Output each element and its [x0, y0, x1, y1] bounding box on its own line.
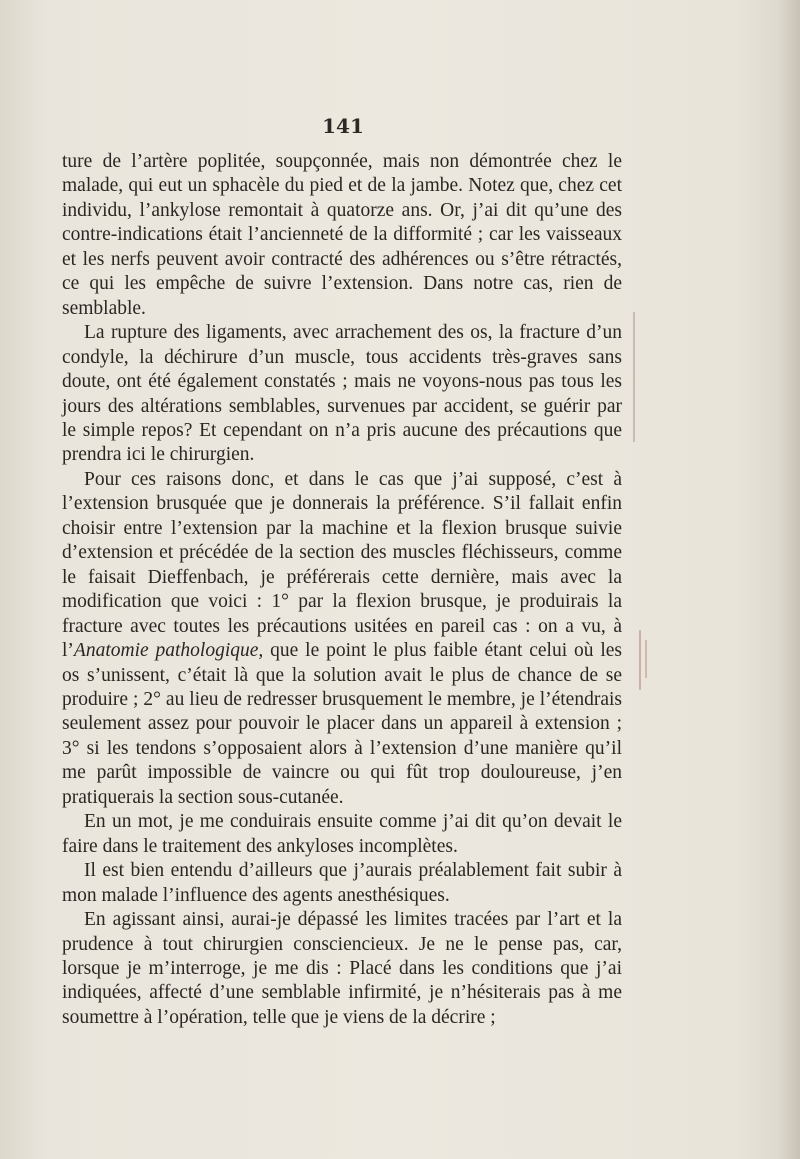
paragraph: [62, 468, 622, 810]
margin-pencil-mark: [645, 640, 647, 678]
paragraph: Il est bien entendu d’ailleurs que j’aurais préalablement fait subir à mon malade l’influence des agents anesthésiques.: [62, 860, 622, 906]
paragraph: La rupture des ligaments, avec arrachement des os, la fracture d’un condyle, la déchirure d’un muscle, tous accidents très-graves sans doute, ont été également constatés ; mais ne voyons-nous pas tous les jours des altérations semblables, survenues par accident, se guérir par le simple repos? Et cependant on n’a pris aucune des précautions que prendra ici le chirurgien.: [62, 322, 622, 466]
page-number: 141: [322, 114, 364, 138]
paragraph-text: Pour ces raisons donc, et dans le cas que j’ai supposé, c’est à l’extension brusquée que je donnerais la préférence. S’il fallait enfin choisir entre l’extension par la machine et la flexion brusque suivie d’extension et précédée de la section des muscles fléchisseurs, comme le faisait Dieffenbach, je préférerais cette dernière, mais avec la modification que voici : 1° par la flexion brusque, je produirais la fracture avec toutes les précautions usitées en pareil cas : on a vu, à l’: [62, 468, 622, 662]
margin-pencil-mark: [633, 312, 635, 442]
italic-reference: Anatomie pathologique,: [73, 640, 264, 662]
paragraph: ture de l’artère poplitée, soupçonnée, mais non démontrée chez le malade, qui eut un sphacèle du pied et de la jambe. Notez que, chez cet individu, l’ankylose remontait à quatorze ans. Or, j’ai dit qu’une des contre-indications était l’ancienneté de la difformité ; car les vaisseaux et les nerfs peuvent avoir contracté des adhérences ou s’être rétractés, ce qui les empêche de suivre l’extension. Dans notre cas, rien de semblable.: [62, 151, 622, 319]
page-edge-shadow: [778, 0, 800, 1159]
paragraph: En agissant ainsi, aurai-je dépassé les limites tracées par l’art et la prudence à tout chirurgien consciencieux. Je ne le pense pas, car, lorsque je m’interroge, je me dis : Placé dans les conditions que j’ai indiquées, affecté d’une semblable infirmité, je n’hésiterais pas à me soumettre à l’opération, telle que je viens de la décrire ;: [62, 909, 622, 1028]
margin-pencil-mark: [639, 630, 641, 690]
paragraph-text: que le point le plus faible étant celui où les os s’unissent, c’était là que la solution avait le plus de chance de se produire ; 2° au lieu de redresser brusquement le membre, je l’étendrais seulement assez pour pouvoir le placer dans un appareil à extension ; 3° si les tendons s’opposaient alors à l’extension d’une manière qu’il me parût impossible de vaincre ou qui fût trop douloureuse, j’en pratiquerais la section sous-cutanée.: [62, 640, 622, 808]
paragraph: En un mot, je me conduirais ensuite comme j’ai dit qu’on devait le faire dans le traitement des ankyloses incomplètes.: [62, 811, 622, 857]
body-text: [62, 150, 622, 1030]
